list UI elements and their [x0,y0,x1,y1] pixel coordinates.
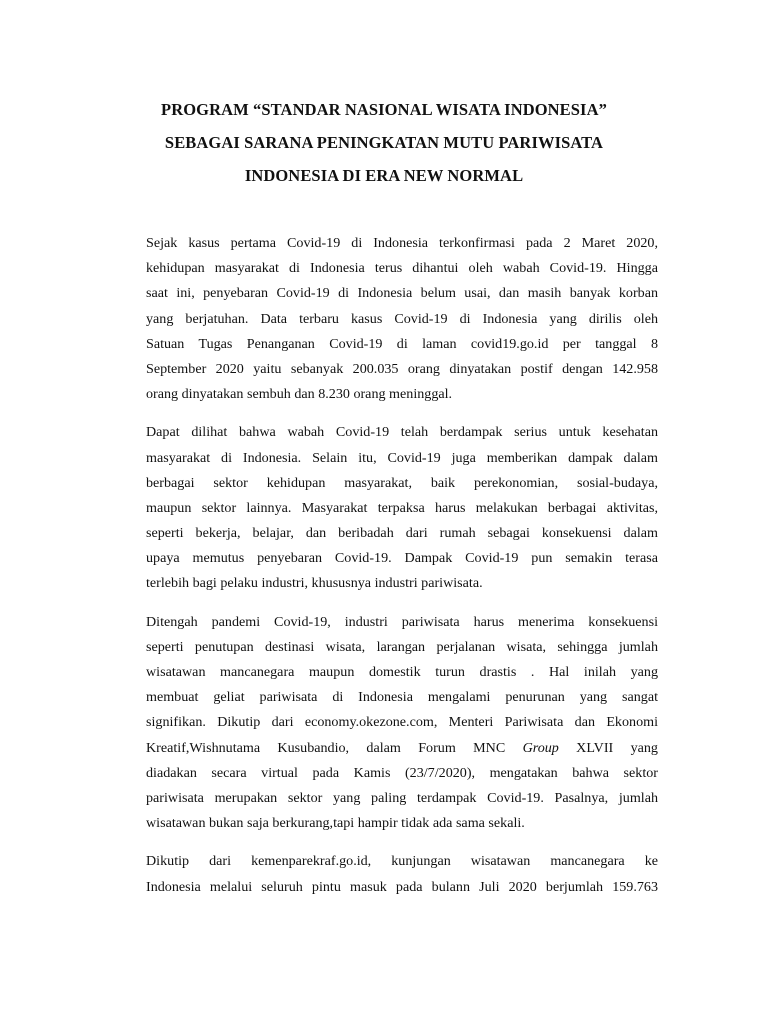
text-line: saat ini, penyebaran Covid-19 di Indonesia belum usai, dan masih banyak korban [146,285,658,302]
text-line: kehidupan masyarakat di Indonesia terus dihantui oleh wabah Covid-19. Hingga [146,260,658,277]
text-line: Indonesia melalui seluruh pintu masuk pada bulann Juli 2020 berjumlah 159.763 [146,878,658,895]
text-line-with-italic [146,736,658,761]
text-line: berbagai sektor kehidupan masyarakat, baik perekonomian, sosial-budaya, [146,474,658,491]
title-line: INDONESIA DI ERA NEW NORMAL [244,166,524,185]
document-body [146,231,658,913]
text-line: diadakan secara virtual pada Kamis (23/7/2020), mengatakan bahwa sektor [146,764,658,781]
text-line: upaya memutus penyebaran Covid-19. Dampak Covid-19 pun semakin terasa [146,550,658,567]
italic-word: Group [522,739,559,756]
text-line: Ditengah pandemi Covid-19, industri pariwisata harus menerima konsekuensi [146,613,658,630]
text-line: masyarakat di Indonesia. Selain itu, Covid-19 juga memberikan dampak dalam [146,449,658,466]
text-line: Satuan Tugas Penanganan Covid-19 di laman covid19.go.id per tanggal 8 [146,335,658,352]
paragraph-1 [146,231,658,407]
text-line: yang berjatuhan. Data terbaru kasus Covid-19 di Indonesia yang dirilis oleh [146,310,658,327]
text-line: maupun sektor lainnya. Masyarakat terpaksa harus melakukan berbagai aktivitas, [146,499,658,516]
text-line: Dikutip dari kemenparekraf.go.id, kunjungan wisatawan mancanegara ke [146,853,658,870]
text-line: pariwisata merupakan sektor yang paling terdampak Covid-19. Pasalnya, jumlah [146,789,658,806]
paragraph-2 [146,420,658,596]
text-line: terlebih bagi pelaku industri, khususnya industri pariwisata. [146,575,483,592]
title-line: PROGRAM “STANDAR NASIONAL WISATA INDONESIA” [161,100,607,119]
text-line: Sejak kasus pertama Covid-19 di Indonesia terkonfirmasi pada 2 Maret 2020, [146,235,658,251]
text-line: September 2020 yaitu sebanyak 200.035 orang dinyatakan postif dengan 142.958 [146,360,658,377]
text-segment: Kreatif,Wishnutama Kusubandio, dalam Forum MNC [146,739,523,756]
text-line: signifikan. Dikutip dari economy.okezone.com, Menteri Pariwisata dan Ekonomi [146,714,658,731]
title-line: SEBAGAI SARANA PENINGKATAN MUTU PARIWISATA [164,133,604,152]
document-title [110,93,658,192]
paragraph-3 [146,610,658,837]
text-line: seperti penutupan destinasi wisata, larangan perjalanan wisata, sehingga jumlah [146,638,658,655]
text-line: wisatawan mancanegara maupun domestik turun drastis . Hal inilah yang [146,664,658,680]
text-line: membuat geliat pariwisata di Indonesia mengalami penurunan yang sangat [146,689,658,706]
text-line: orang dinyatakan sembuh dan 8.230 orang meninggal. [146,386,453,403]
text-line: seperti bekerja, belajar, dan beribadah dari rumah sebagai konsekuensi dalam [146,525,658,542]
text-line: wisatawan bukan saja berkurang,tapi hampir tidak ada sama sekali. [146,815,525,832]
text-line: Dapat dilihat bahwa wabah Covid-19 telah berdampak serius untuk kesehatan [146,424,658,441]
text-segment: XLVII yang [558,739,658,756]
paragraph-4 [146,849,658,899]
